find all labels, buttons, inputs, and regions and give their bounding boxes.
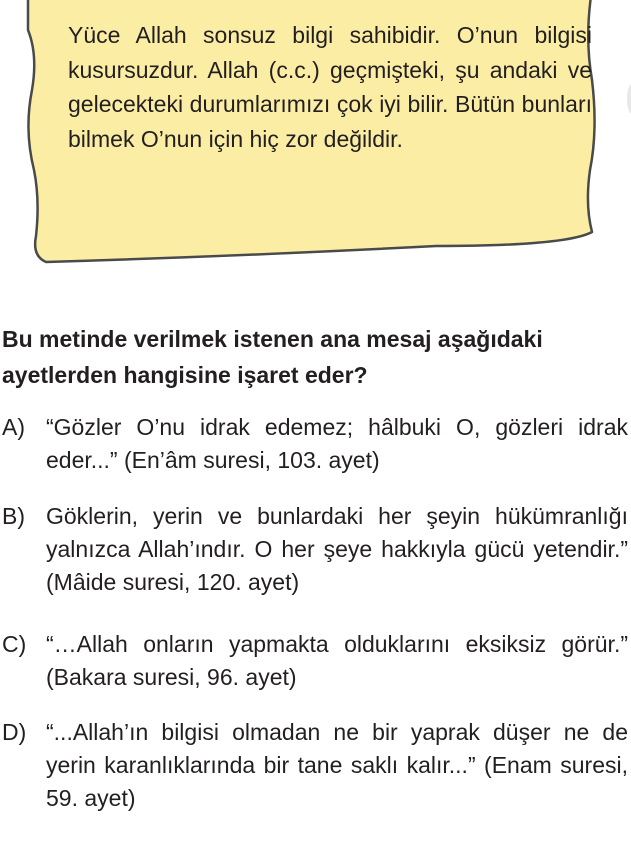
page-edge-mark — [627, 84, 631, 114]
option-c[interactable] — [2, 628, 628, 694]
option-letter: A) — [2, 414, 25, 440]
option-letter: B) — [2, 503, 25, 529]
option-text: “...Allah’ın bilgisi olmadan ne bir yaprak düşer ne de yerin karanlıklarında bir tane saklı kalır...” (Enam suresi, 59. ayet) — [46, 719, 628, 811]
option-text: “Gözler O’nu idrak edemez; hâlbuki O, gözleri idrak eder...” (En’âm suresi, 103. ayet) — [46, 414, 628, 473]
option-text: “…Allah onların yapmakta olduklarını eksiksiz görür.” (Bakara suresi, 96. ayet) — [46, 631, 628, 690]
option-b[interactable] — [2, 500, 628, 599]
option-a[interactable] — [2, 411, 628, 477]
question-text: Bu metinde verilmek istenen ana mesaj aşağıdaki ayetlerden hangisine işaret eder? — [2, 326, 543, 388]
info-note-box — [6, 0, 598, 266]
option-letter: C) — [2, 631, 27, 657]
note-text: Yüce Allah sonsuz bilgi sahibidir. O’nun bilgisi kusursuzdur. Allah (c.c.) geçmişteki, şu andaki ve gelecekteki durumlarımızı çok iyi bilir. Bütün bunları bilmek O’nun için hiç zor değildir. — [68, 22, 592, 152]
option-text: Göklerin, yerin ve bunlardaki her şeyin hükümranlığı yalnızca Allah’ındır. O her şeye hakkıyla gücü yetendir.” (Mâide suresi, 120. ayet) — [46, 503, 628, 595]
option-letter: D) — [2, 719, 27, 745]
option-d[interactable] — [2, 716, 628, 815]
